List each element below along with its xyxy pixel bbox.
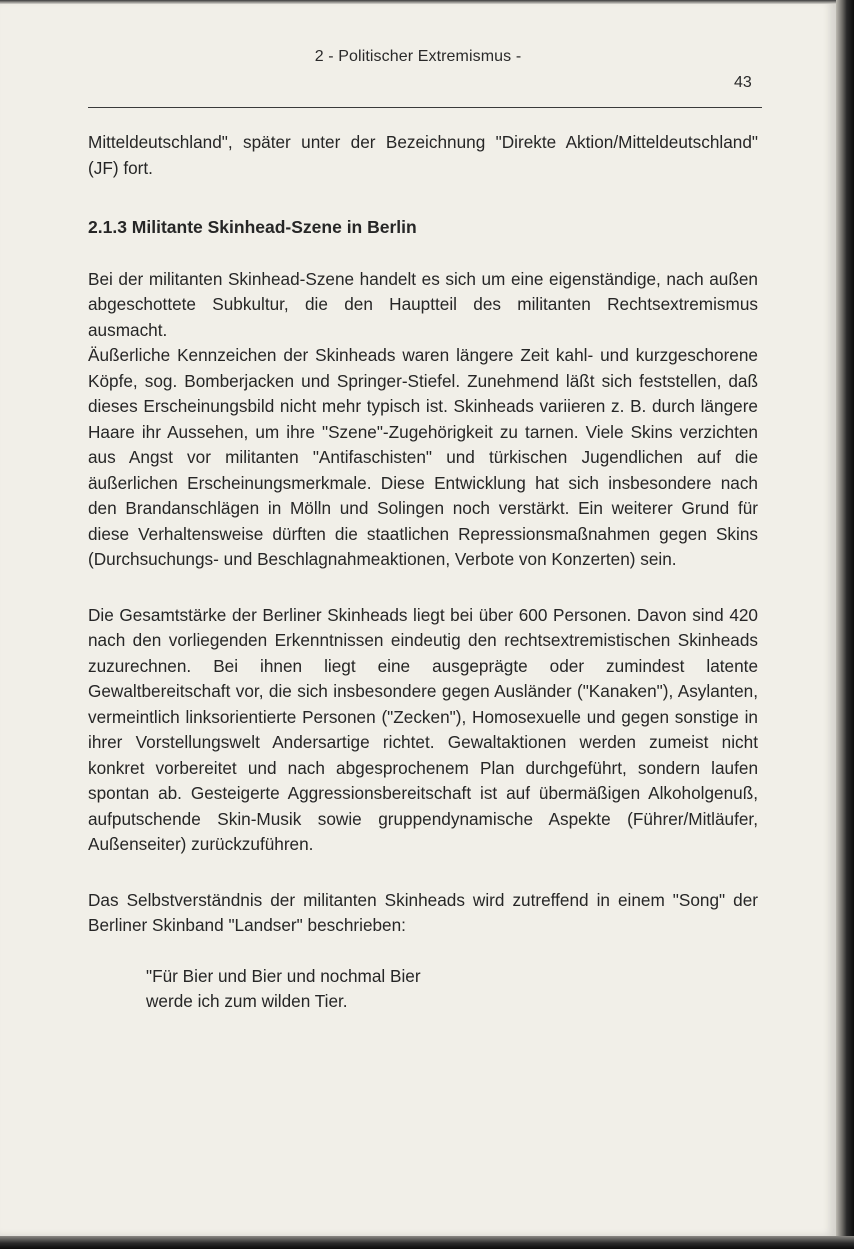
continuation-paragraph: Mitteldeutschland", später unter der Bezeichnung "Direkte Aktion/Mitteldeutschland" (JF) fort. (88, 132, 758, 178)
header-rule (88, 107, 762, 108)
page-bottom-edge (0, 1236, 854, 1249)
quote-line: "Für Bier und Bier und nochmal Bier (146, 965, 421, 986)
page-number: 43 (734, 74, 752, 91)
section-heading: 2.1.3 Militante Skinhead-Szene in Berlin (88, 217, 417, 237)
body-text (88, 130, 758, 1015)
paragraph-2: Äußerliche Kennzeichen der Skinheads waren längere Zeit kahl- und kurzgeschorene Köpfe, sog. Bomberjacken und Springer-Stiefel. Zunehmend läßt sich feststellen, daß dieses Erscheinungsbild nicht mehr typisch ist. Skinheads variieren z. B. durch längere Haare ihr Aussehen, um ihre "Szene"-Zugehörigkeit zu tarnen. Viele Skins verzichten aus Angst vor militanten "Antifaschisten" und türkischen Jugendlichen auf die äußerlichen Erscheinungsmerkmale. Diese Entwicklung hat sich insbesondere nach den Brandanschlägen in Mölln und Solingen noch verstärkt. Ein weiterer Grund für diese Verhaltensweise dürften die staatlichen Repressionsmaßnahmen gegen Skins (Durchsuchungs- und Beschlagnahmeaktionen, Verbote von Konzerten) sein. (88, 345, 758, 569)
paragraph-3: Die Gesamtstärke der Berliner Skinheads liegt bei über 600 Personen. Davon sind 420 nach den vorliegenden Erkenntnissen eindeutig den rechtsextremistischen Skinheads zuzurechnen. Bei ihnen liegt eine ausgeprägte oder zumindest latente Gewaltbereitschaft vor, die sich insbesondere gegen Ausländer ("Kanaken"), Asylanten, vermeintlich linksorientierte Personen ("Zecken"), Homosexuelle und gegen sonstige in ihrer Vorstellungswelt Andersartige richtet. Gewaltaktionen werden zumeist nicht konkret vorbereitet und nach abgesprochenem Plan durchgeführt, sondern laufen spontan ab. Gesteigerte Aggressionsbereitschaft ist auf übermäßigen Alkoholgenuß, aufputschende Skin-Musik sowie gruppendynamische Aspekte (Führer/Mitläufer, Außenseiter) zurückzuführen. (88, 604, 758, 854)
paragraph-4: Das Selbstverständnis der militanten Skinheads wird zutreffend in einem "Song" der Berliner Skinband "Landser" beschrieben: (88, 889, 758, 935)
quote-line: werde ich zum wilden Tier. (146, 991, 348, 1011)
page-binding-edge (836, 0, 854, 1249)
song-quote (146, 964, 758, 1015)
page-top-edge (0, 0, 836, 4)
running-header: 2 - Politischer Extremismus - (314, 48, 522, 65)
paragraph-1: Bei der militanten Skinhead-Szene handelt es sich um eine eigenständige, nach außen abgeschottete Subkultur, die den Hauptteil des militanten Rechtsextremismus ausmacht. (88, 268, 758, 340)
